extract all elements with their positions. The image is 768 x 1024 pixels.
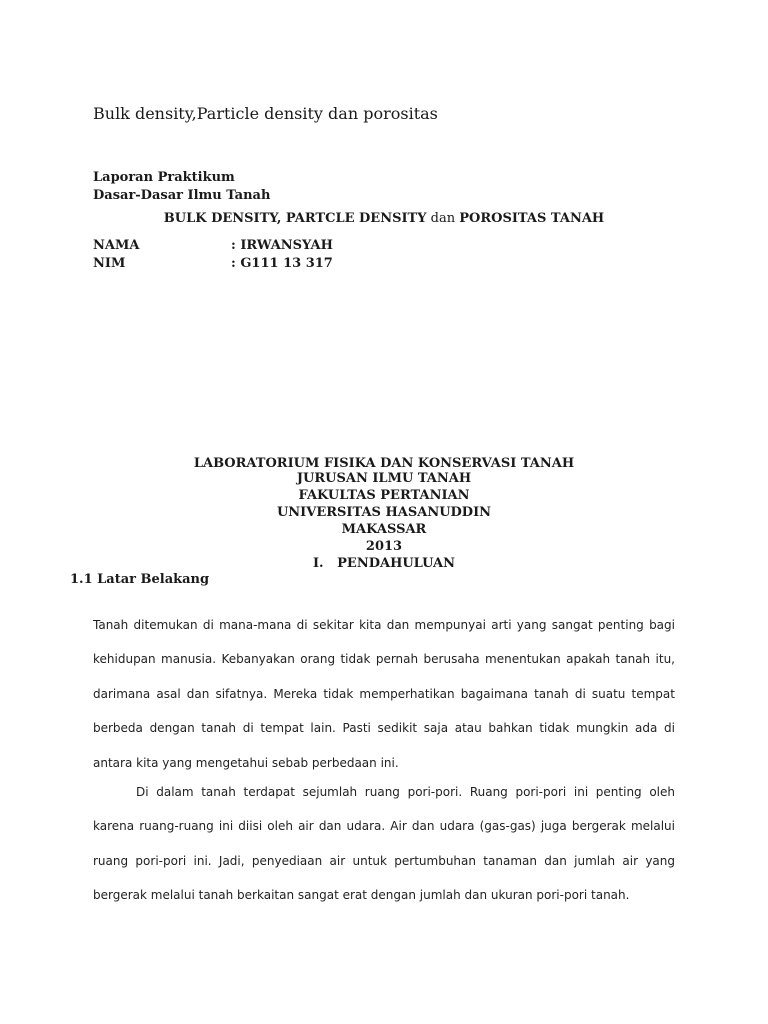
section-heading: I. PENDAHULUAN (312, 556, 456, 571)
report-type: Laporan Praktikum (93, 170, 235, 185)
nim-value: : G111 13 317 (231, 256, 333, 271)
document-title: Bulk density,Particle density dan porositas (93, 104, 438, 123)
nama-value: : IRWANSYAH (231, 238, 333, 253)
report-title (0, 211, 768, 226)
course-name: Dasar-Dasar Ilmu Tanah (93, 188, 271, 203)
nama-label: NAMA (93, 238, 140, 253)
faculty-name: FAKULTAS PERTANIAN (298, 488, 470, 503)
paragraph-2: Di dalam tanah terdapat sejumlah ruang pori-pori. Ruang pori-pori ini penting oleh karena ruang-ruang ini diisi oleh air dan udara. Air dan udara (gas-gas) juga bergerak melalui ruang pori-pori ini. Jadi, penyediaan air untuk pertumbuhan tanaman dan jumlah air yang bergerak melalui tanah berkaitan sangat erat dengan jumlah dan ukuran pori-pori tanah. (93, 785, 675, 903)
university-name: UNIVERSITAS HASANUDDIN (276, 505, 492, 520)
nim-label: NIM (93, 256, 126, 271)
year: 2013 (365, 539, 403, 554)
laboratory-name: LABORATORIUM FISIKA DAN KONSERVASI TANAH (193, 456, 575, 471)
city-name: MAKASSAR (341, 522, 427, 537)
report-title-part-a: BULK DENSITY, PARTCLE DENSITY (163, 211, 427, 226)
paragraph-1: Tanah ditemukan di mana-mana di sekitar kita dan mempunyai arti yang sangat penting bagi kehidupan manusia. Kebanyakan orang tidak pernah berusaha menentukan apakah tanah itu, darimana asal dan sifatnya. Mereka tidak memperhatikan bagaimana tanah di suatu tempat berbeda dengan tanah di tempat lain. Pasti sedikit saja atau bahkan tidak mungkin ada di antara kita yang mengetahui sebab perbedaan ini. (93, 618, 675, 770)
department-name: JURUSAN ILMU TANAH (296, 471, 472, 486)
subsection-heading: 1.1 Latar Belakang (70, 572, 210, 587)
report-title-connector: dan (426, 211, 460, 226)
report-title-part-b: POROSITAS TANAH (459, 211, 605, 226)
